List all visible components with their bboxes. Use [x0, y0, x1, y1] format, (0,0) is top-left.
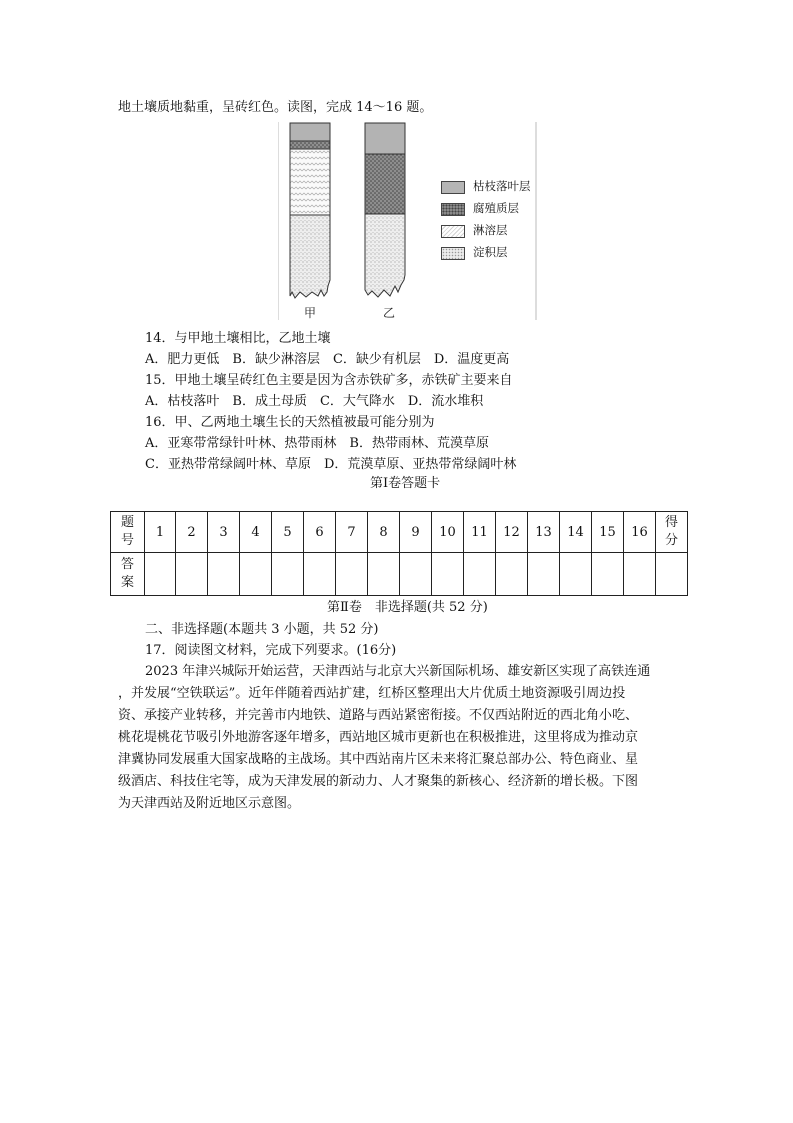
passage-line: 桃花堤桃花节吸引外地游客逐年增多，西站地区城市更新也在积极推进，这里将成为推动京 — [118, 730, 639, 745]
leaching-layer-swatch-icon — [441, 225, 465, 238]
passage-line: 津冀协同发展重大国家战略的主战场。其中西站南片区未来将汇聚总部办公、特色商业、星 — [118, 752, 639, 767]
table-row-numbers — [111, 512, 688, 553]
answer-cell[interactable] — [624, 553, 656, 596]
question-number-cell: 4 — [240, 512, 272, 553]
passage-line: ，并发展“空铁联运”。近年伴随着西站扩建，红桥区整理出大片优质土地资源吸引周边投 — [118, 686, 626, 701]
section-heading: 二、非选择题(本题共 3 小题，共 52 分) — [145, 622, 379, 637]
row-label-cell: 答 案 — [111, 553, 145, 596]
legend-item-deposition — [441, 245, 508, 260]
legend-label: 腐殖质层 — [473, 201, 519, 215]
passage-line: 级酒店、科技住宅等，成为天津发展的新动力、人才聚集的新核心、经济新的增长极。下图 — [118, 774, 639, 789]
score-cell[interactable] — [656, 553, 688, 596]
score-label-cell: 得 分 — [656, 512, 688, 553]
passage-line: 为天津西站及附近地区示意图。 — [118, 796, 301, 811]
question-number-cell: 10 — [432, 512, 464, 553]
question-15-stem: 15．甲地土壤呈砖红色主要是因为含赤铁矿多，赤铁矿主要来自 — [145, 373, 513, 388]
legend-item-litter — [441, 179, 531, 194]
question-number-cell: 5 — [272, 512, 304, 553]
question-number-cell: 7 — [336, 512, 368, 553]
deposition-layer-swatch-icon — [441, 247, 465, 260]
question-number-cell: 6 — [304, 512, 336, 553]
answer-cell[interactable] — [272, 553, 304, 596]
question-16-stem: 16．甲、乙两地土壤生长的天然植被最可能分别为 — [145, 415, 435, 430]
question-17-stem: 17．阅读图文材料，完成下列要求。(16分) — [145, 643, 397, 658]
question-number-cell: 3 — [208, 512, 240, 553]
passage-line: 资、承接产业转移，并完善市内地铁、道路与西站紧密衔接。不仅西站附近的西北角小吃、 — [118, 708, 639, 723]
question-16-options-1: A．亚寒带常绿针叶林、热带雨林 B．热带雨林、荒漠草原 — [145, 436, 489, 451]
question-number-cell: 16 — [624, 512, 656, 553]
question-number-cell: 2 — [176, 512, 208, 553]
answer-cell[interactable] — [496, 553, 528, 596]
question-16-options-2: C．亚热带常绿阔叶林、草原 D．荒漠草原、亚热带常绿阔叶林 — [145, 457, 517, 472]
legend-label: 枯枝落叶层 — [473, 179, 531, 193]
answer-cell[interactable] — [528, 553, 560, 596]
question-number-cell: 9 — [400, 512, 432, 553]
answer-cell[interactable] — [304, 553, 336, 596]
answer-cell[interactable] — [432, 553, 464, 596]
answer-cell[interactable] — [400, 553, 432, 596]
answer-cell[interactable] — [368, 553, 400, 596]
passage-line: 2023 年津兴城际开始运营，天津西站与北京大兴新国际机场、雄安新区实现了高铁连通 — [145, 664, 651, 679]
answer-cell[interactable] — [592, 553, 624, 596]
question-number-cell: 12 — [496, 512, 528, 553]
question-14-options: A．肥力更低 B．缺少淋溶层 C．缺少有机层 D．温度更高 — [145, 352, 510, 367]
question-number-cell: 13 — [528, 512, 560, 553]
intro-text: 地土壤质地黏重，呈砖红色。读图，完成 14～16 题。 — [118, 100, 433, 115]
answer-card-title: 第Ⅰ卷答题卡 — [370, 476, 441, 491]
legend-label: 淋溶层 — [473, 223, 508, 237]
legend-item-leaching — [441, 223, 508, 238]
answer-cell[interactable] — [464, 553, 496, 596]
answer-cell[interactable] — [336, 553, 368, 596]
legend-item-humus — [441, 201, 519, 216]
question-number-cell: 15 — [592, 512, 624, 553]
humus-layer-swatch-icon — [441, 203, 465, 216]
answer-card-table — [110, 511, 688, 596]
part2-title: 第Ⅱ卷 非选择题(共 52 分) — [327, 600, 488, 615]
answer-cell[interactable] — [240, 553, 272, 596]
column-label-jia: 甲 — [303, 306, 317, 320]
litter-layer-swatch-icon — [441, 181, 465, 194]
soil-column-jia — [290, 123, 330, 298]
answer-cell[interactable] — [145, 553, 176, 596]
column-label-yi: 乙 — [382, 306, 396, 320]
answer-cell[interactable] — [208, 553, 240, 596]
answer-cell[interactable] — [560, 553, 592, 596]
question-number-cell: 1 — [145, 512, 176, 553]
question-15-options: A．枯枝落叶 B．成土母质 C．大气降水 D．流水堆积 — [145, 394, 484, 409]
question-14-stem: 14．与甲地土壤相比，乙地土壤 — [145, 331, 331, 346]
legend-label: 淀积层 — [473, 245, 508, 259]
question-number-cell: 14 — [560, 512, 592, 553]
answer-cell[interactable] — [176, 553, 208, 596]
question-number-cell: 11 — [464, 512, 496, 553]
question-number-cell: 8 — [368, 512, 400, 553]
table-row-answers — [111, 553, 688, 596]
soil-column-yi — [365, 123, 405, 297]
row-label-cell: 题 号 — [111, 512, 145, 553]
